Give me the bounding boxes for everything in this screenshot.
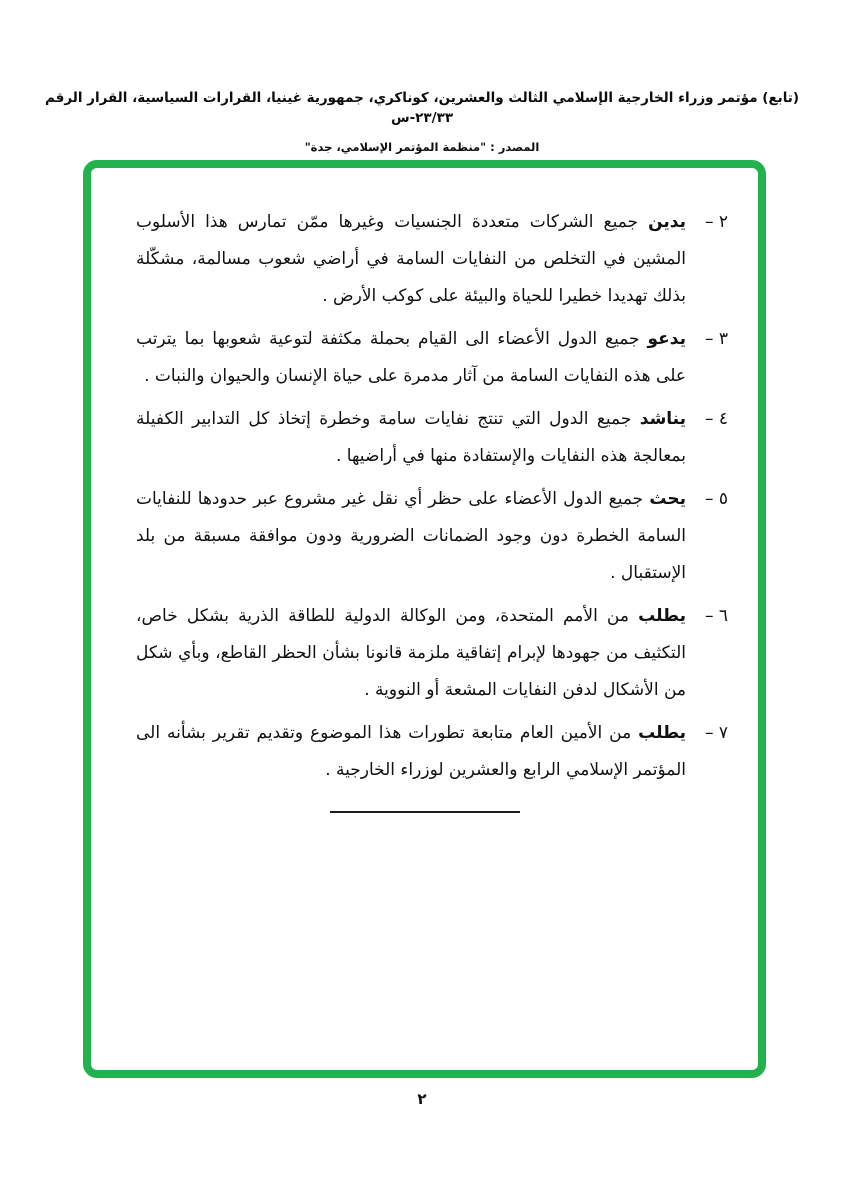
clause-body <box>136 598 686 709</box>
clause-number: ٣ – <box>704 329 728 349</box>
clause-body <box>136 401 686 475</box>
resolution-clause <box>136 715 728 789</box>
clause-number: ٢ – <box>704 212 728 232</box>
resolution-items-list <box>91 168 758 789</box>
clause-keyword: يحث <box>649 489 686 509</box>
clause-text: جميع الدول الأعضاء الى القيام بحملة مكثفة لتوعية شعوبها بما يترتب على هذه النفايات السامة من آثار مدمرة على حياة الإنسان والحيوان والنبات . <box>136 329 686 386</box>
clause-text: جميع الدول التي تنتج نفايات سامة وخطرة إتخاذ كل التدابير الكفيلة بمعالجة هذه النفايات والإستفادة منها في أراضيها . <box>136 409 686 466</box>
clause-number: ٦ – <box>704 606 728 626</box>
clause-body <box>136 481 686 592</box>
highlight-border-box <box>83 160 766 1078</box>
clause-keyword: يدين <box>648 212 686 232</box>
resolution-clause <box>136 321 728 395</box>
clause-text: جميع الشركات متعددة الجنسيات وغيرها ممّن تمارس هذا الأسلوب المشين في التخلص من النفايات السامة في أراضي شعوب مسالمة، مشكّلة بذلك تهديدا خطيرا للحياة والبيئة على كوكب الأرض . <box>136 212 686 306</box>
section-divider-line <box>330 811 520 813</box>
clause-text: جميع الدول الأعضاء على حظر أي نقل غير مشروع عبر حدودها للنفايات السامة الخطرة دون وجود الضمانات الضرورية ودون موافقة مسبقة من بلد الإستقبال . <box>136 489 686 583</box>
document-header <box>40 88 804 154</box>
resolution-clause <box>136 401 728 475</box>
clause-text: من الأمم المتحدة، ومن الوكالة الدولية للطاقة الذرية بشكل خاص، التكثيف من جهودها لإبرام إتفاقية ملزمة قانونا بشأن الحظر القاطع، وبأي شكل من الأشكال لدفن النفايات المشعة أو النووية . <box>136 606 686 700</box>
clause-body <box>136 715 686 789</box>
page-number: ٢ <box>417 1090 427 1108</box>
resolution-clause <box>136 598 728 709</box>
header-title: (تابع) مؤتمر وزراء الخارجية الإسلامي الثالث والعشرين، كوناكري، جمهورية غينيا، القرارات السياسية، القرار الرقم ٢٣/٣٣-س <box>44 90 800 126</box>
clause-keyword: يدعو <box>647 329 686 349</box>
clause-keyword: يطلب <box>638 723 686 743</box>
resolution-clause <box>136 481 728 592</box>
clause-body <box>136 204 686 315</box>
clause-keyword: يطلب <box>638 606 686 626</box>
clause-body <box>136 321 686 395</box>
header-source: المصدر : "منظمة المؤتمر الإسلامي، جدة" <box>304 140 540 154</box>
clause-number: ٤ – <box>704 409 728 429</box>
clause-keyword: يناشد <box>639 409 686 429</box>
clause-number: ٥ – <box>704 489 728 509</box>
clause-number: ٧ – <box>704 723 728 743</box>
clause-text: من الأمين العام متابعة تطورات هذا الموضوع وتقديم تقرير بشأنه الى المؤتمر الإسلامي الرابع والعشرين لوزراء الخارجية . <box>136 723 686 780</box>
resolution-clause <box>136 204 728 315</box>
